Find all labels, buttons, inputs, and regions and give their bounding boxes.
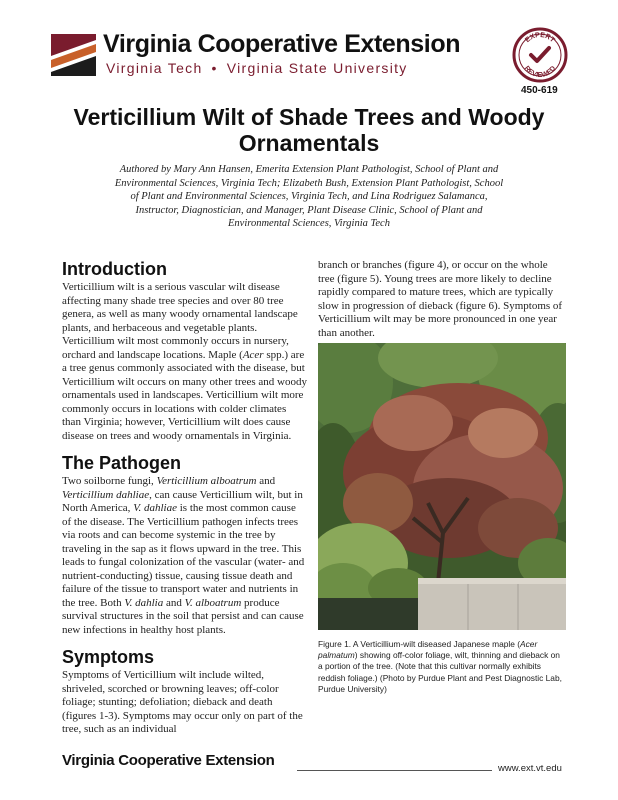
pathogen-text-2: and [256, 475, 276, 487]
footer-url-link[interactable]: www.ext.vt.edu [498, 763, 562, 774]
pathogen-text-4: is the most common cause of the disease. The Verticillium pathogen infects trees via roots and can become systemic in the tree by traveling in the sap as it flows upward in the tree. This leads to fungal colonization of the vascular (water- and nutrient-conducting) tissue, causing tissue death and failure of the tissue to transport water and nutrients in the tree. Both [62, 502, 305, 609]
introduction-paragraph [62, 281, 307, 443]
org-title: Virginia Cooperative Extension [103, 30, 461, 58]
caption-italic: Acer palmatum [318, 639, 538, 661]
pathogen-italic-1: Verticillium alboatrum [156, 475, 257, 487]
left-column [62, 258, 307, 737]
caption-text-2: ) showing off-color foliage, wilt, thinning and dieback on a portion of the tree. (Note that this cultivar normally exhibits reddish foliage.) (Photo by Purdue Plant and Pest Diagnostic Lab, Purdue University) [318, 650, 562, 694]
pathogen-text-6: produce survival structures in the soil that persist and can cause new infections in healthy host plants. [62, 596, 304, 636]
seal-text-bottom: REVIEWED [522, 65, 558, 80]
footer-org-name: Virginia Cooperative Extension [62, 752, 275, 769]
intro-text-2: spp.) are a tree genus commonly associated with the disease, but Verticillium wilt occurs on many other trees and woody ornamentals used in landscapes. Verticillium wilt more commonly occurs in locations with colder climates than Virginia; however, Verticillium wilt does cause disease on trees and woody ornamentals in Virginia. [62, 348, 307, 442]
pathogen-text-3: , can cause Verticillium wilt, but in North America, [62, 488, 303, 514]
vce-logo-icon [51, 34, 96, 76]
symptoms-paragraph: Symptoms of Verticillium wilt include wilted, shriveled, scorched or browning leaves; off-color foliage; stunting; defoliation; dieback and death (figures 1-3). Symptoms may occur only on part of the tree, such as an individual [62, 669, 303, 735]
pathogen-italic-5: V. alboatrum [184, 596, 242, 609]
intro-text-1: Verticillium wilt is a serious vascular wilt disease affecting many shade tree species and over 80 tree genera, as well as many woody ornamental landscape plants, and herbaceous and vegetable plants. Verticillium wilt most commonly occurs in nursery, orchard and landscape locations. Maple ( [62, 281, 298, 361]
figure-caption [318, 639, 566, 695]
pathogen-italic-4: V. dahlia [124, 596, 164, 609]
publication-number: 450-619 [521, 85, 558, 96]
org-subtitle [106, 60, 408, 76]
symptoms-paragraph-continued: branch or branches (figure 4), or occur on the whole tree (figure 5). Young trees are more likely to decline rapidly compared to mature trees, which are typically slow in progression of dieback (figure 6). Symptoms of Verticillium wilt may be more pronounced in one year than another. [318, 259, 563, 339]
expert-reviewed-seal-icon [512, 27, 568, 83]
pathogen-text-1: Two soilborne fungi, [62, 475, 157, 487]
document-title: Verticillium Wilt of Shade Trees and Woody Ornamentals [73, 104, 545, 156]
pathogen-text-5: and [163, 596, 185, 609]
separator: • [211, 60, 218, 76]
pathogen-italic-3: V. dahliae [133, 502, 177, 514]
footer-divider [297, 770, 492, 771]
university-vt: Virginia Tech [106, 60, 203, 76]
pathogen-heading: The Pathogen [62, 453, 182, 473]
introduction-heading: Introduction [62, 259, 167, 279]
pathogen-italic-2: Verticillium dahliae [62, 488, 150, 501]
right-column [318, 259, 566, 340]
intro-italic-acer: Acer [242, 348, 264, 361]
author-credits: Authored by Mary Ann Hansen, Emerita Extension Plant Pathologist, School of Plant and Environmental Sciences, Virginia Tech; Elizabeth Bush, Extension Plant Pathologist, School of Plant and Environmental Sciences, Virginia Tech, and Lina Rodriguez Salamanca, Instructor, Diagnostician, and Manager, Plant Disease Clinic, School of Plant and Environmental Sciences, Virginia Tech [114, 164, 504, 230]
pathogen-paragraph [62, 475, 307, 637]
japanese-maple-photo [318, 343, 566, 630]
seal-text-top: EXPERT [524, 31, 556, 45]
symptoms-heading: Symptoms [62, 647, 155, 667]
caption-text-1: Figure 1. A Verticillium-wilt diseased Japanese maple ( [318, 639, 521, 649]
university-vsu: Virginia State University [226, 60, 408, 76]
